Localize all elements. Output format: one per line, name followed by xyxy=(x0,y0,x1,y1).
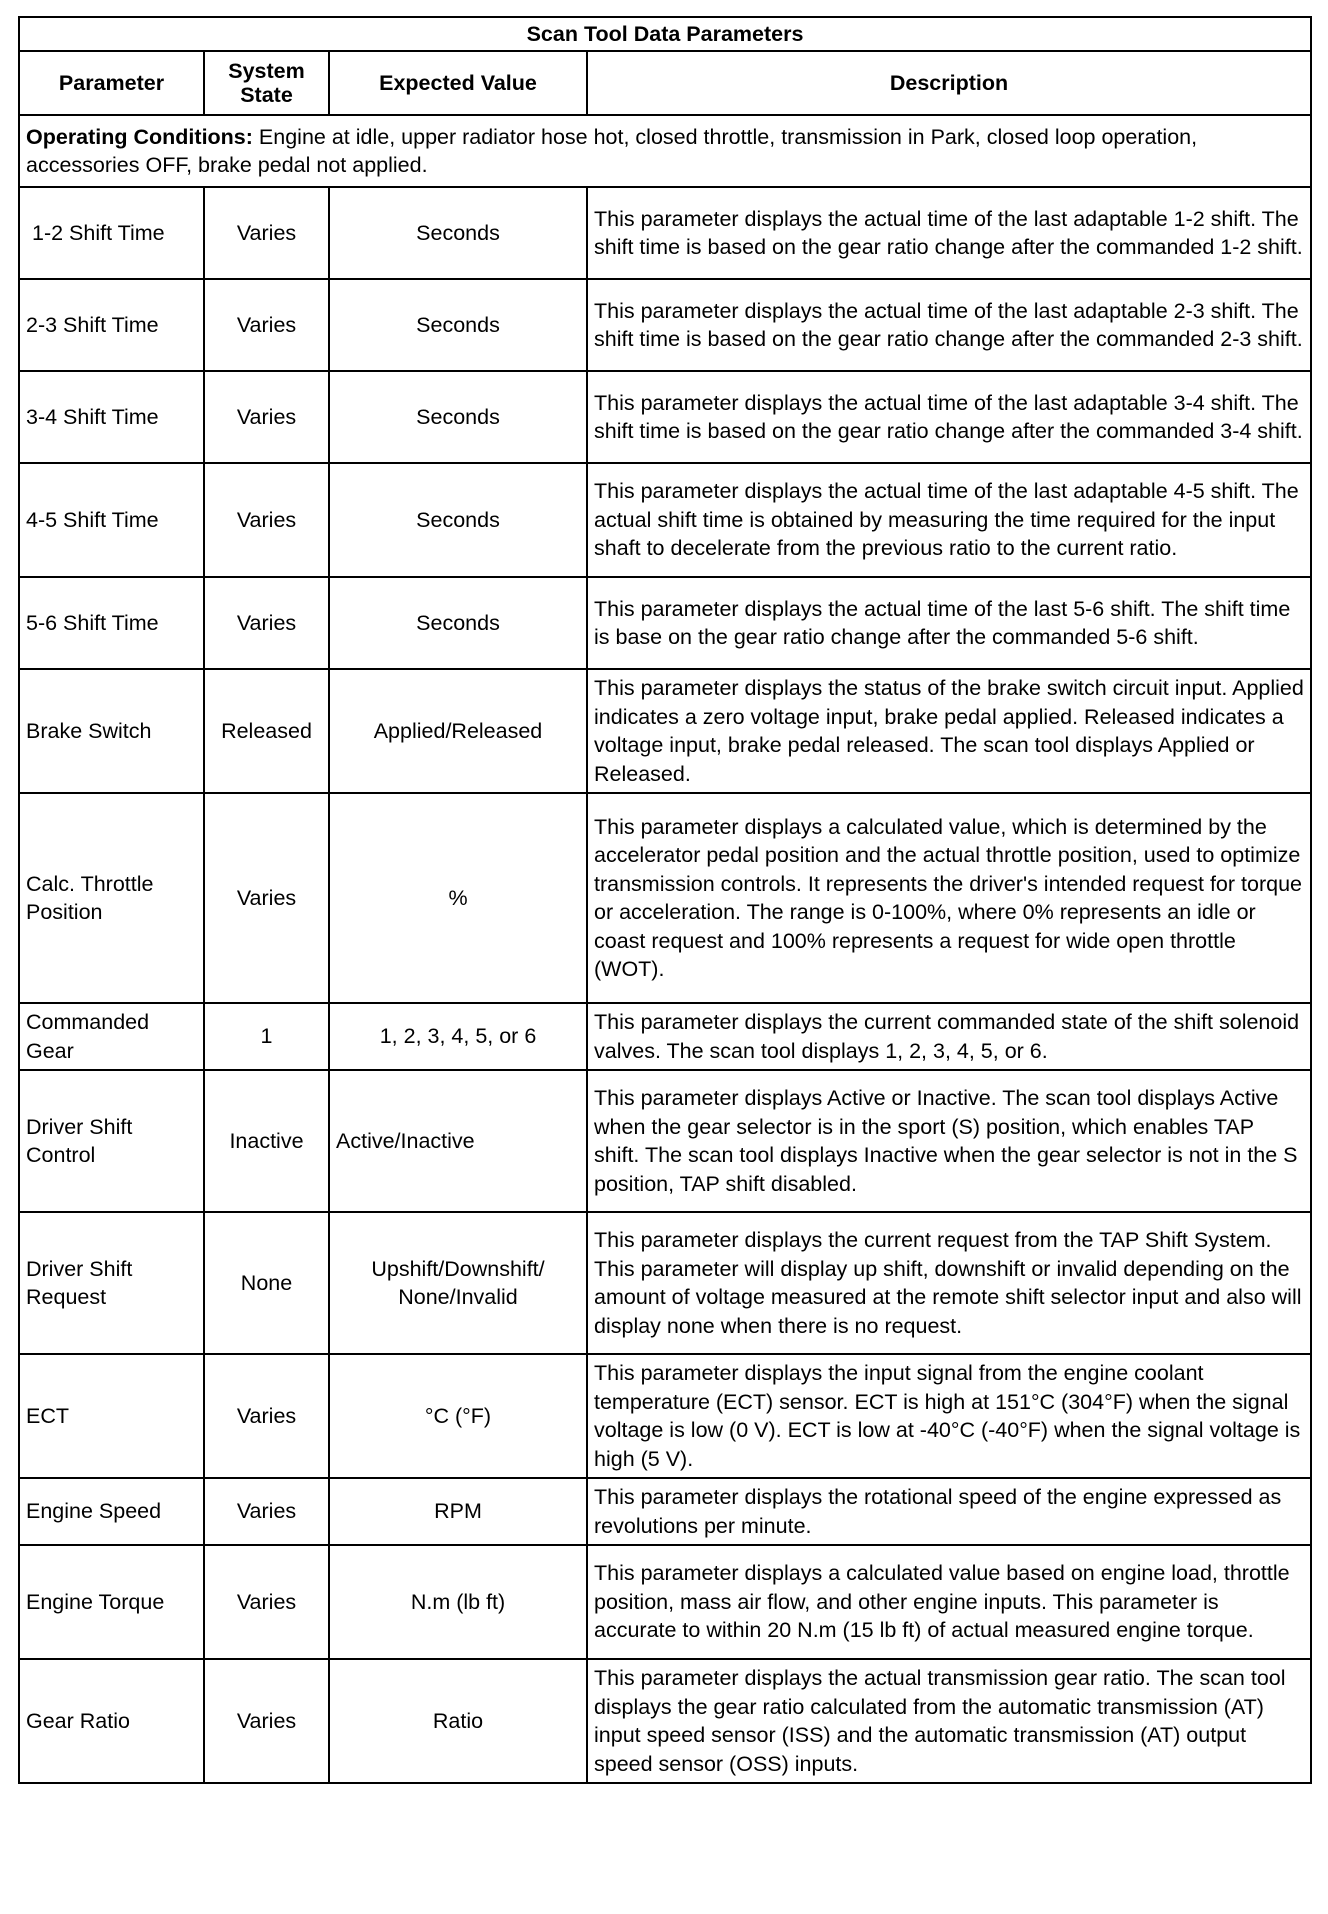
expected-value-cell: N.m (lb ft) xyxy=(329,1545,587,1659)
operating-conditions xyxy=(19,115,1311,187)
system-state-cell: Varies xyxy=(204,371,329,463)
table-row xyxy=(19,187,1311,279)
system-state-cell: Varies xyxy=(204,577,329,669)
table-row xyxy=(19,669,1311,793)
description-cell: This parameter displays the input signal from the engine coolant temperature (ECT) sensor. ECT is high at 151°C (304°F) when the signal voltage is low (0 V). ECT is low at -40°C (-40°F) when the signal voltage is high (5 V). xyxy=(587,1354,1311,1478)
table-row xyxy=(19,1003,1311,1070)
expected-value-cell: Seconds xyxy=(329,463,587,577)
scan-tool-data-table xyxy=(18,16,1312,1784)
table-row xyxy=(19,371,1311,463)
expected-value-cell: % xyxy=(329,793,587,1003)
parameter-cell: 3-4 Shift Time xyxy=(19,371,204,463)
operating-conditions-label: Operating Conditions: xyxy=(26,124,253,149)
parameter-cell: 4-5 Shift Time xyxy=(19,463,204,577)
description-cell: This parameter displays the actual transmission gear ratio. The scan tool displays the gear ratio calculated from the automatic transmission (AT) input speed sensor (ISS) and the automatic transmission (AT) output speed sensor (OSS) inputs. xyxy=(587,1659,1311,1783)
table-row xyxy=(19,1070,1311,1212)
description-cell: This parameter displays the current request from the TAP Shift System. This parameter will display up shift, downshift or invalid depending on the amount of voltage measured at the remote shift selector input and also will display none when there is no request. xyxy=(587,1212,1311,1354)
description-cell: This parameter displays the actual time of the last 5-6 shift. The shift time is base on the gear ratio change after the commanded 5-6 shift. xyxy=(587,577,1311,669)
description-cell: This parameter displays the actual time of the last adaptable 3-4 shift. The shift time is based on the gear ratio change after the commanded 3-4 shift. xyxy=(587,371,1311,463)
parameter-cell: Driver Shift Request xyxy=(19,1212,204,1354)
expected-value-cell: Ratio xyxy=(329,1659,587,1783)
table-row xyxy=(19,1659,1311,1783)
table-row xyxy=(19,1545,1311,1659)
parameter-cell: 2-3 Shift Time xyxy=(19,279,204,371)
table-row xyxy=(19,1478,1311,1545)
table-row xyxy=(19,577,1311,669)
table-title: Scan Tool Data Parameters xyxy=(19,17,1311,51)
description-cell: This parameter displays a calculated value based on engine load, throttle position, mass air flow, and other engine inputs. This parameter is accurate to within 20 N.m (15 lb ft) of actual measured engine torque. xyxy=(587,1545,1311,1659)
description-cell: This parameter displays the current commanded state of the shift solenoid valves. The scan tool displays 1, 2, 3, 4, 5, or 6. xyxy=(587,1003,1311,1070)
table-row xyxy=(19,1354,1311,1478)
expected-value-cell: Upshift/Downshift/ None/Invalid xyxy=(329,1212,587,1354)
description-cell: This parameter displays the actual time of the last adaptable 2-3 shift. The shift time is based on the gear ratio change after the commanded 2-3 shift. xyxy=(587,279,1311,371)
parameter-cell: Calc. Throttle Position xyxy=(19,793,204,1003)
parameter-cell: ECT xyxy=(19,1354,204,1478)
parameter-cell: 1-2 Shift Time xyxy=(19,187,204,279)
header-expected-value: Expected Value xyxy=(329,51,587,115)
description-cell: This parameter displays Active or Inactive. The scan tool displays Active when the gear selector is in the sport (S) position, which enables TAP shift. The scan tool displays Inactive when the gear selector is not in the S position, TAP shift disabled. xyxy=(587,1070,1311,1212)
system-state-cell: Varies xyxy=(204,1545,329,1659)
header-row xyxy=(19,51,1311,115)
expected-value-cell: Seconds xyxy=(329,187,587,279)
expected-value-cell: RPM xyxy=(329,1478,587,1545)
description-cell: This parameter displays the rotational speed of the engine expressed as revolutions per minute. xyxy=(587,1478,1311,1545)
document-page xyxy=(18,16,1310,1784)
description-cell: This parameter displays the status of the brake switch circuit input. Applied indicates a zero voltage input, brake pedal applied. Released indicates a voltage input, brake pedal released. The scan tool displays Applied or Released. xyxy=(587,669,1311,793)
system-state-cell: Varies xyxy=(204,187,329,279)
parameter-cell: 5-6 Shift Time xyxy=(19,577,204,669)
system-state-cell: Varies xyxy=(204,279,329,371)
expected-value-cell: Seconds xyxy=(329,371,587,463)
description-cell: This parameter displays the actual time of the last adaptable 4-5 shift. The actual shift time is obtained by measuring the time required for the input shaft to decelerate from the previous ratio to the current ratio. xyxy=(587,463,1311,577)
header-parameter: Parameter xyxy=(19,51,204,115)
table-row xyxy=(19,793,1311,1003)
system-state-cell: Released xyxy=(204,669,329,793)
system-state-cell: 1 xyxy=(204,1003,329,1070)
parameter-cell: Driver Shift Control xyxy=(19,1070,204,1212)
description-cell: This parameter displays a calculated value, which is determined by the accelerator pedal position and the actual throttle position, used to optimize transmission controls. It represents the driver's intended request for torque or acceleration. The range is 0-100%, where 0% represents an idle or coast request and 100% represents a request for wide open throttle (WOT). xyxy=(587,793,1311,1003)
system-state-cell: Varies xyxy=(204,1354,329,1478)
parameter-cell: Commanded Gear xyxy=(19,1003,204,1070)
expected-value-cell: Seconds xyxy=(329,279,587,371)
expected-value-cell: Seconds xyxy=(329,577,587,669)
system-state-cell: Varies xyxy=(204,793,329,1003)
system-state-cell: None xyxy=(204,1212,329,1354)
parameter-cell: Brake Switch xyxy=(19,669,204,793)
system-state-cell: Varies xyxy=(204,463,329,577)
table-row xyxy=(19,1212,1311,1354)
operating-conditions-row xyxy=(19,115,1311,187)
title-row xyxy=(19,17,1311,51)
system-state-cell: Varies xyxy=(204,1659,329,1783)
header-system-state: System State xyxy=(204,51,329,115)
parameter-cell: Engine Speed xyxy=(19,1478,204,1545)
parameter-cell: Gear Ratio xyxy=(19,1659,204,1783)
operating-conditions-text: Engine at idle, upper radiator hose hot, closed throttle, transmission in Park, closed loop operation, accessories OFF, brake pedal not applied. xyxy=(26,124,1198,177)
system-state-cell: Varies xyxy=(204,1478,329,1545)
expected-value-cell: Active/Inactive xyxy=(329,1070,587,1212)
expected-value-cell: Applied/Released xyxy=(329,669,587,793)
description-cell: This parameter displays the actual time of the last adaptable 1-2 shift. The shift time is based on the gear ratio change after the commanded 1-2 shift. xyxy=(587,187,1311,279)
system-state-cell: Inactive xyxy=(204,1070,329,1212)
table-row xyxy=(19,463,1311,577)
table-row xyxy=(19,279,1311,371)
parameter-cell: Engine Torque xyxy=(19,1545,204,1659)
expected-value-cell: 1, 2, 3, 4, 5, or 6 xyxy=(329,1003,587,1070)
header-description: Description xyxy=(587,51,1311,115)
expected-value-cell: °C (°F) xyxy=(329,1354,587,1478)
